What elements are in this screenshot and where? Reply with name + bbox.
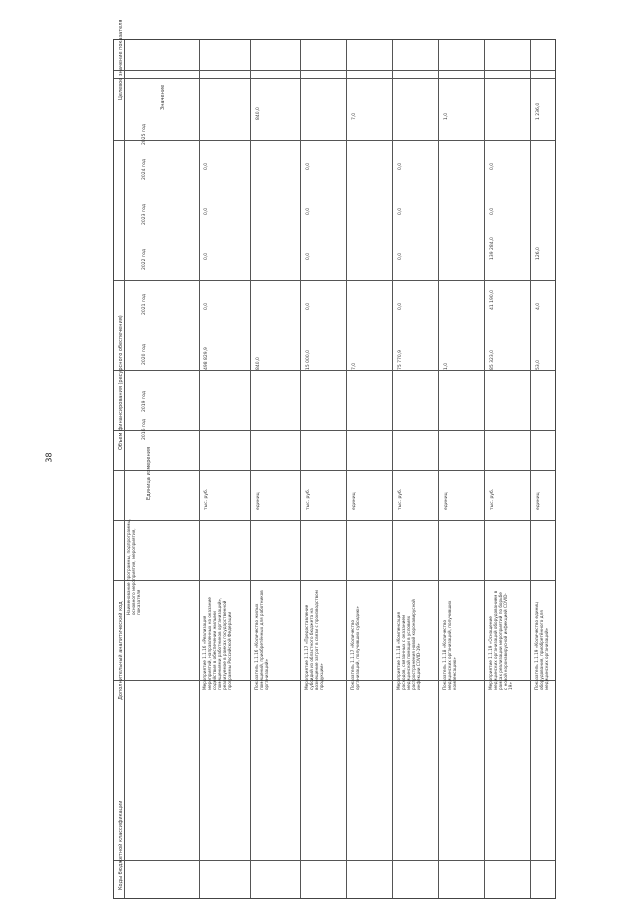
row-target: 7,0	[352, 112, 357, 120]
row-name: Мероприятие 1.1.18 «Компенсация расходов, связанных с оказанием медицинской помощи в условиях распространения новой коронавирусной инфекции COVID-19»	[396, 599, 421, 690]
row-value: 0,0	[204, 162, 209, 170]
row-value: 0,0	[306, 302, 311, 310]
row-value: 126,0	[536, 247, 541, 260]
header-name-col: Наименование программы, подпрограммы, основного мероприятия, мероприятия, показателя	[126, 518, 141, 615]
header-target-value: Целевое значение показателя	[118, 19, 124, 100]
row-value: 53,0	[536, 359, 541, 370]
year-header: 2024 год	[142, 158, 147, 180]
row-name: Показатель 1.1.18 «Количество медицинских организаций, получивших компенсацию»	[442, 600, 457, 690]
header-value: Значение	[160, 84, 166, 110]
row-target: 840,0	[256, 107, 261, 120]
row-value: 0,0	[306, 162, 311, 170]
header-resources: Объем финансирования (ресурсного обеспечения)	[118, 315, 124, 450]
row-target: 1,0	[444, 112, 449, 120]
year-header: 2019 год	[142, 390, 147, 412]
row-value: 41 190,0	[490, 289, 495, 310]
row-value: 0,0	[490, 162, 495, 170]
row-value: 0,0	[398, 162, 403, 170]
row-unit: тыс. руб.	[490, 488, 495, 510]
row-value: 0,0	[490, 207, 495, 215]
year-header: 2021 год	[142, 293, 147, 315]
row-name: Показатель 1.1.16 «Количество жилых помещений, приобретённых для работников организаций»	[254, 590, 269, 690]
row-unit: единиц	[444, 492, 449, 510]
row-value: 0,0	[204, 207, 209, 215]
row-value: 0,0	[398, 302, 403, 310]
row-unit: единиц	[352, 492, 357, 510]
row-name: Показатель 1.1.17 «Количество организаций, получивших субсидию»	[350, 606, 360, 690]
row-target: 1 236,0	[536, 102, 541, 120]
header-extra-codes: Дополнительный аналитический код	[118, 601, 124, 700]
row-value: 0,0	[306, 252, 311, 260]
row-value: 498 829,9	[204, 347, 209, 370]
year-header: 2016 год	[142, 418, 147, 440]
row-value: 0,0	[306, 207, 311, 215]
row-unit: тыс. руб.	[306, 488, 311, 510]
row-unit: единиц	[256, 492, 261, 510]
row-value: 0,0	[398, 252, 403, 260]
row-value: 4,0	[536, 302, 541, 310]
year-header: 2025 год	[142, 123, 147, 145]
row-name: Мероприятие 1.1.16 «Реализация мероприятий, направленных на оказание содействия в обеспечении жилыми помещениями работников организаций», реализуемое в рамках государственной программы Российской Федерации	[202, 597, 232, 690]
row-value: 15 000,0	[306, 349, 311, 370]
header-unit: Единица измерения	[146, 447, 152, 500]
row-value: 0,0	[204, 252, 209, 260]
row-value: 0,0	[398, 207, 403, 215]
year-header: 2020 год	[142, 343, 147, 365]
year-header: 2023 год	[142, 203, 147, 225]
row-unit: тыс. руб.	[398, 488, 403, 510]
row-value: 1,0	[444, 362, 449, 370]
row-name: Мероприятие 1.1.17 «Предоставление субсидий из областного бюджета на возмещение затрат в связи с производством продукции»	[304, 590, 324, 690]
rotated-table	[113, 19, 556, 899]
header-budget-codes: Коды бюджетной классификации	[118, 800, 124, 890]
row-value: 0,0	[204, 302, 209, 310]
row-unit: единиц	[536, 492, 541, 510]
row-value: 139 284,0	[490, 237, 495, 260]
year-header: 2022 год	[142, 248, 147, 270]
row-name: Показатель 1.1.19 «Количество единиц оборудования, приобретённого для медицинских организаций»	[534, 602, 549, 690]
page-number: 38	[44, 452, 54, 463]
row-value: 75 770,9	[398, 349, 403, 370]
row-value: 85 323,0	[490, 349, 495, 370]
row-value: 840,0	[256, 357, 261, 370]
row-unit: тыс. руб.	[204, 488, 209, 510]
row-name: Мероприятие 1.1.19 «Оснащение медицинских организаций оборудованием в рамках реализации мероприятий по борьбе с новой коронавирусной инфекцией COVID-19»	[488, 590, 513, 690]
row-value: 7,0	[352, 362, 357, 370]
